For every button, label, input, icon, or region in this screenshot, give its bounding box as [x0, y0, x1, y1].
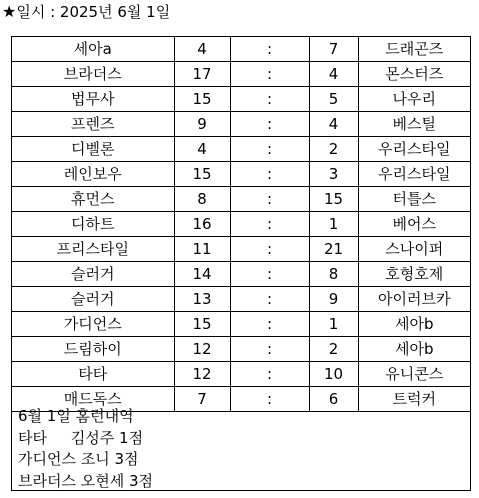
home-score-cell: 12	[174, 337, 230, 362]
score-separator-cell: :	[230, 37, 309, 62]
away-team-cell: 드래곤즈	[358, 37, 470, 62]
score-separator-cell: :	[230, 162, 309, 187]
score-separator-cell: :	[230, 187, 309, 212]
home-score-cell: 16	[174, 212, 230, 237]
home-team-cell: 디하트	[12, 212, 174, 237]
match-row	[12, 162, 470, 187]
home-score-cell: 4	[174, 37, 230, 62]
home-team-cell: 브라더스	[12, 62, 174, 87]
home-team-cell: 슬러거	[12, 287, 174, 312]
score-separator-cell: :	[230, 237, 309, 262]
away-score-cell: 8	[309, 262, 358, 287]
match-row	[12, 287, 470, 312]
home-team-cell: 타타	[12, 362, 174, 387]
results-box	[11, 36, 471, 491]
away-score-cell: 1	[309, 312, 358, 337]
score-separator-cell: :	[230, 262, 309, 287]
home-team-cell: 프렌즈	[12, 112, 174, 137]
away-team-cell: 우리스타일	[358, 137, 470, 162]
away-score-cell: 9	[309, 287, 358, 312]
home-team-cell: 프리스타일	[12, 237, 174, 262]
home-score-cell: 15	[174, 162, 230, 187]
homerun-line: 타타 김성주 1점	[18, 428, 144, 447]
away-team-cell: 나우리	[358, 87, 470, 112]
away-team-cell: 세아b	[358, 337, 470, 362]
score-separator-cell: :	[230, 362, 309, 387]
home-score-cell: 8	[174, 187, 230, 212]
match-row	[12, 87, 470, 112]
star-icon: ★	[2, 2, 17, 21]
match-row	[12, 237, 470, 262]
home-score-cell: 15	[174, 312, 230, 337]
match-row	[12, 137, 470, 162]
away-score-cell: 1	[309, 212, 358, 237]
score-separator-cell: :	[230, 87, 309, 112]
date-text: 일시 : 2025년 6월 1일	[16, 3, 171, 21]
home-team-cell: 법무사	[12, 87, 174, 112]
page-header	[2, 1, 170, 27]
away-score-cell: 15	[309, 187, 358, 212]
match-row	[12, 212, 470, 237]
score-separator-cell: :	[230, 337, 309, 362]
away-score-cell: 4	[309, 112, 358, 137]
homerun-notes	[18, 406, 153, 492]
match-row	[12, 112, 470, 137]
match-row	[12, 312, 470, 337]
away-team-cell: 우리스타일	[358, 162, 470, 187]
match-row	[12, 362, 470, 387]
away-team-cell: 몬스터즈	[358, 62, 470, 87]
away-score-cell: 2	[309, 337, 358, 362]
away-score-cell: 3	[309, 162, 358, 187]
score-separator-cell: :	[230, 387, 309, 412]
away-team-cell: 유니콘스	[358, 362, 470, 387]
home-score-cell: 7	[174, 387, 230, 412]
home-team-cell: 가디언스	[12, 312, 174, 337]
home-team-cell: 드림하이	[12, 337, 174, 362]
score-separator-cell: :	[230, 62, 309, 87]
home-score-cell: 13	[174, 287, 230, 312]
home-team-cell: 디벨론	[12, 137, 174, 162]
away-score-cell: 21	[309, 237, 358, 262]
match-row	[12, 187, 470, 212]
away-score-cell: 4	[309, 62, 358, 87]
homerun-line: 가디언스 조니 3점	[18, 450, 139, 468]
results-table	[12, 37, 470, 412]
away-team-cell: 베어스	[358, 212, 470, 237]
home-score-cell: 12	[174, 362, 230, 387]
home-team-cell: 매드독스	[12, 387, 174, 412]
match-row	[12, 337, 470, 362]
match-row	[12, 37, 470, 62]
away-team-cell: 아이러브카	[358, 287, 470, 312]
match-row	[12, 262, 470, 287]
score-separator-cell: :	[230, 312, 309, 337]
away-team-cell: 세아b	[358, 312, 470, 337]
home-score-cell: 4	[174, 137, 230, 162]
home-score-cell: 17	[174, 62, 230, 87]
score-separator-cell: :	[230, 137, 309, 162]
home-score-cell: 9	[174, 112, 230, 137]
away-score-cell: 7	[309, 37, 358, 62]
away-team-cell: 트럭커	[358, 387, 470, 412]
away-score-cell: 10	[309, 362, 358, 387]
away-score-cell: 6	[309, 387, 358, 412]
match-row	[12, 62, 470, 87]
score-separator-cell: :	[230, 212, 309, 237]
home-score-cell: 15	[174, 87, 230, 112]
away-team-cell: 호형호제	[358, 262, 470, 287]
away-score-cell: 2	[309, 137, 358, 162]
away-team-cell: 스나이퍼	[358, 237, 470, 262]
home-score-cell: 14	[174, 262, 230, 287]
home-team-cell: 세아a	[12, 37, 174, 62]
away-team-cell: 터틀스	[358, 187, 470, 212]
score-separator-cell: :	[230, 287, 309, 312]
away-score-cell: 5	[309, 87, 358, 112]
home-score-cell: 11	[174, 237, 230, 262]
home-team-cell: 휴먼스	[12, 187, 174, 212]
home-team-cell: 슬러거	[12, 262, 174, 287]
homerun-title: 6월 1일 홈런내역	[18, 407, 134, 425]
away-team-cell: 베스틸	[358, 112, 470, 137]
home-team-cell: 레인보우	[12, 162, 174, 187]
homerun-line: 브라더스 오현세 3점	[18, 471, 154, 490]
score-separator-cell: :	[230, 112, 309, 137]
